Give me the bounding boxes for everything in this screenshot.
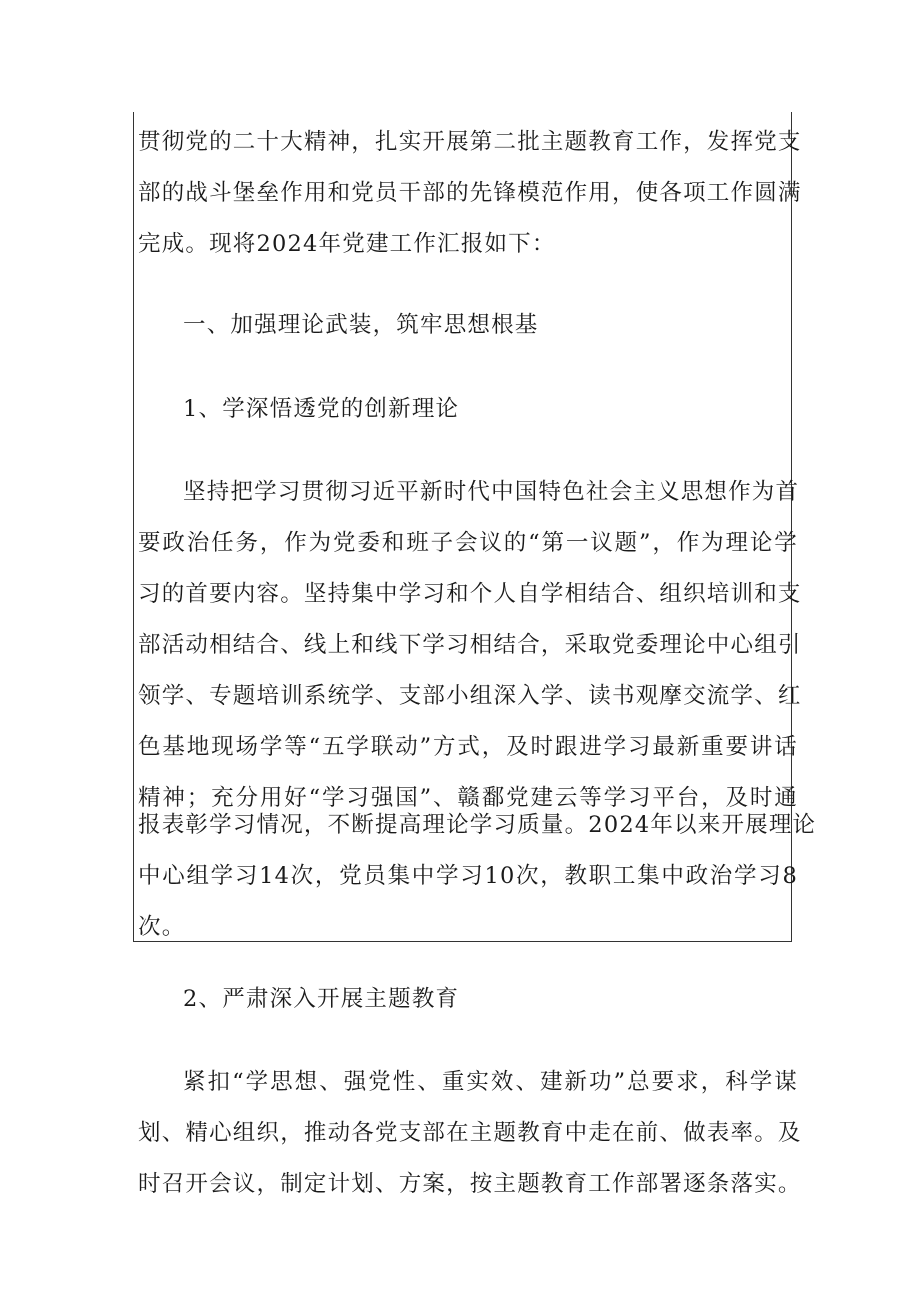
subsection2-line-3: 时召开会议，制定计划、方案，按主题教育工作部署逐条落实。 xyxy=(138,1171,802,1197)
subsection1-line-1: 坚持把学习贯彻习近平新时代中国特色社会主义思想作为首 xyxy=(183,479,800,505)
subsection2-line-1: 紧扣“学思想、强党性、重实效、建新功”总要求，科学谋 xyxy=(183,1069,798,1095)
intro-line-2: 部的战斗堡垒作用和党员干部的先锋模范作用，使各项工作圆满 xyxy=(138,180,802,206)
subsection1-line-10: 次。 xyxy=(138,914,186,940)
subsection-heading-1: 1、学深悟透党的创新理论 xyxy=(183,396,460,422)
intro-line-1: 贯彻党的二十大精神，扎实开展第二批主题教育工作，发挥党支 xyxy=(138,129,802,155)
intro-line-3: 完成。现将2024年党建工作汇报如下： xyxy=(138,231,556,257)
subsection-heading-2: 2、严肃深入开展主题教育 xyxy=(183,986,460,1012)
subsection1-line-2: 要政治任务，作为党委和班子会议的“第一议题”，作为理论学 xyxy=(138,530,798,556)
subsection1-line-6: 色基地现场学等“五学联动”方式，及时跟进学习最新重要讲话 xyxy=(138,734,798,760)
subsection1-line-4: 部活动相结合、线上和线下学习相结合，采取党委理论中心组引 xyxy=(138,632,802,658)
subsection1-line-5: 领学、专题培训系统学、支部小组深入学、读书观摩交流学、红 xyxy=(138,683,802,709)
subsection1-line-3: 习的首要内容。坚持集中学习和个人自学相结合、组织培训和支 xyxy=(138,581,802,607)
subsection1-line-7: 精神；充分用好“学习强国”、赣鄱党建云等学习平台，及时通 xyxy=(138,785,798,811)
section-heading-1: 一、加强理论武装，筑牢思想根基 xyxy=(183,312,539,338)
subsection1-line-8: 报表彰学习情况，不断提高理论学习质量。2024年以来开展理论 xyxy=(138,812,817,838)
subsection1-line-9: 中心组学习14次，党员集中学习10次，教职工集中政治学习8 xyxy=(138,863,798,889)
subsection2-line-2: 划、精心组织，推动各党支部在主题教育中走在前、做表率。及 xyxy=(138,1120,802,1146)
